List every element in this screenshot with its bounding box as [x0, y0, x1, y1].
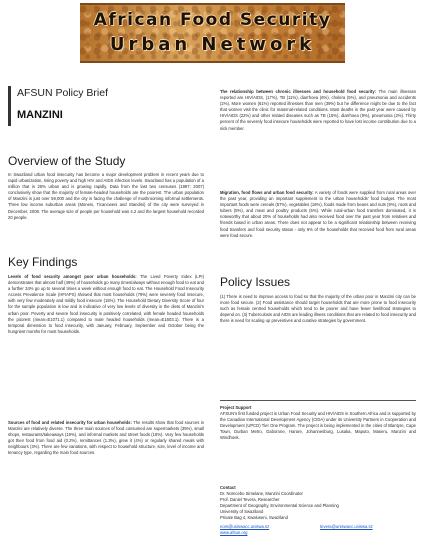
contact-line: University of Swaziland [220, 509, 264, 515]
afsun-banner [80, 3, 345, 63]
policy-issues-heading: Policy Issues [220, 275, 291, 289]
key-findings-heading: Key Findings [8, 255, 78, 269]
contact-line: Dr. Nomcebo Simelane, Manzini Coordinator [220, 491, 303, 497]
overview-paragraph: In Swaziland urban food insecurity has become a major development problem in recent years due to rapid urbanization, rising poverty and high HIV and AIDS infection levels. Swaziland has a population of a million that is 25% urban and is growing rapidly. Data from the last two censuses (1997; 2007) conclusively show that the majority of female-headed households are the poorest. The urban population of Manzini is just over 59,000 and the city is facing the challenge of mushrooming informal settlements. Three low income suburban areas (Moneni, Ticancweni and Standini) of the city were surveyed in December, 2008. The average size of people per household was 4.2 and the largest household recorded 20 people. [8, 172, 204, 220]
illness-text: The main illnesses reported are HIV/AIDS, (17%), TB (11%), diarrhoea (6%), cholera (5%), and pneumonia and accidents (2%). More women (61%) reported illnesses than men (39%) but he difference might be due to the fact that women visit the clinic for maternal-related conditions. Most deaths in the past year were caused by HIV/AIDS (22%) and other related diseases such as TB (15%), diarrhoea (9%), pneumonia (2%). Thirty percent of the severely food insecure households were reported to have lost income contribution due to a sick member. [220, 89, 416, 131]
brief-vertical-rule [8, 86, 11, 126]
finding-food-sources [8, 420, 204, 457]
project-support-heading: Project Support [220, 405, 252, 410]
contact-heading: Contact [220, 485, 236, 490]
policy-issues-paragraph: (1) There is need to improve access to food so that the majority of the urban poor in Manzini city can be more food secure. (2) Food assistance should target households that are more prone to food insecurity such as female centred households which tend to be poorer and have fewer livelihood strategies to depend on. (3) Tuberculosis and AIDS are leading illness conditions that are related to food insecurity and there is need for scaling up preventives and curative strategies by government. [220, 294, 416, 324]
contact-line: Prof. Daniel Tevera, Researcher [220, 497, 280, 503]
policy-brief-label [8, 86, 204, 126]
finding-migration-food-flows [220, 190, 416, 239]
banner-title-line1: African Food Security [93, 10, 332, 30]
contact-line: Department of Geography, Environmental Science and Planning [220, 503, 339, 509]
banner-title-line2: Urban Network [109, 34, 316, 55]
finding2-lead: Sources of food and related insecurity for urban households: [8, 420, 132, 425]
project-support-text: AFSUN's first funded project is Urban Food Security and HIV/AIDS in Southern Africa and is supported by the Canadian International Development Agency (CIDA) under its University Partners in Cooperation and Development (UPCD) Tier One Program. The project is being implemented in the cities of Blantyre, Cape Town, Durban Metro, Gaborone, Harare, Johannesburg, Lusaka, Maputo, Maseru, Manzini and Windhoek. [220, 411, 416, 441]
finding1-text: The Lived Poverty Index (LPI) demonstrates that almost half (49%) of households go many times/always without enough food to eat and a further 34% go up to several times a week without enough food to eat. The Household Food Insecurity Access Prevalence Scale (HFIAPS) showed that most households (79%) were severely food insecure, with very few moderately and mildly food insecure (15%). The Household Dietary Diversity Score of four for the sample population is low and is indicative of very low levels of diversity in the diets of Manzini's urban poor. Poverty and severe food insecurity is positively correlated, with female headed households the poorest (mean=E1071.1) compared to male headed households (mean=E1603.1). There is a temporal dimension to food insecurity, with January, February, September and October being the hungriest months for most households. [8, 274, 204, 334]
email-link-coordinator[interactable]: nom@uniswacc.uniswa.sz [220, 524, 270, 529]
overview-heading: Overview of the Study [8, 154, 126, 168]
migration-text: A variety of foods were supplied from rural areas over the past year, providing an important supplement to the urban households' food budget. The most important foods were cereals (57%), vegetables (16%), foods made from beans and nuts (9%), roots and tubers (8%), and meat and poultry products (5%). While rural-urban food transfers dominated, it is noteworthy that about 20% of households had also received food over the past year from relatives and friends based in urban areas. There does not appear to be a significant relationship between receiving food transfers and food security status - only 6% of the households that received food from rural areas were food secure. [220, 190, 416, 238]
migration-lead: Migration, food flows and urban food security: [220, 190, 314, 195]
project-support-block [220, 405, 416, 442]
brief-city: MANZINI [17, 109, 63, 121]
brief-title: AFSUN Policy Brief [17, 87, 109, 99]
section-divider [220, 400, 416, 401]
email-link-researcher[interactable]: tevera@uniswacc.uniswa.sz [320, 524, 373, 529]
finding2-text: The results show that food sources in Manzini are relatively diverse. The three main sources of food consumed are supermarkets (35%), small shops, restaurants/takeaways (19%), and informal markets and street foods (18%). Very few households got their food from food aid (0.2%), remittances (1.3%), grew it (4%) or regularly shared meals with neighbours (3%). There are few variations, with respect to household structure, size, level of income and tenancy type, regarding the main food sources. [8, 420, 205, 456]
website-link[interactable]: www.afsun.org [220, 530, 248, 535]
finding-food-security-levels [8, 274, 204, 335]
contact-line: Private Bag 4, Kwaluseni, Swaziland [220, 515, 288, 521]
illness-lead: The relationship between chronic illnesses and household food security: [220, 89, 377, 94]
finding-chronic-illness [220, 89, 416, 132]
finding1-lead: Levels of food security amongst poor urban households: [8, 274, 137, 279]
contact-block [220, 485, 416, 522]
